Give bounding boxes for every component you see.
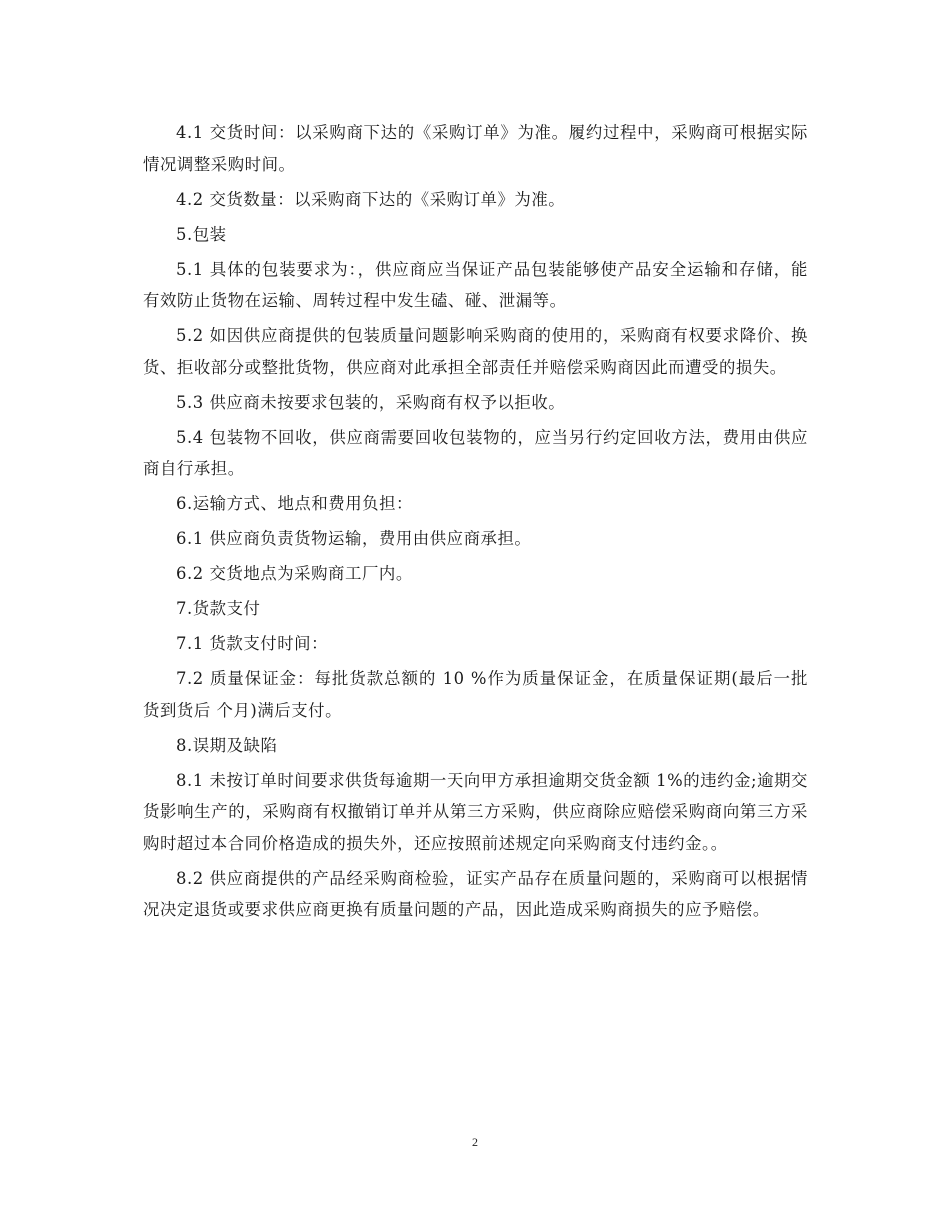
- document-body: [143, 117, 808, 929]
- paragraph-5-2: 5.2 如因供应商提供的包装质量问题影响采购商的使用的，采购商有权要求降价、换货、拒收部分或整批货物，供应商对此承担全部责任并赔偿采购商因此而遭受的损失。: [143, 326, 808, 377]
- paragraph-8-1: 8.1 未按订单时间要求供货每逾期一天向甲方承担逾期交货金额 1%的违约金;逾期交货影响生产的，采购商有权撤销订单并从第三方采购，供应商除应赔偿采购商向第三方采购时超过本合同价格造成的损失外，还应按照前述规定向采购商支付违约金。。: [143, 770, 808, 853]
- paragraph-7-1: 7.1 货款支付时间：: [176, 634, 329, 653]
- paragraph-4-2: 4.2 交货数量：以采购商下达的《采购订单》为准。: [176, 189, 566, 209]
- section-heading-6: 6.运输方式、地点和费用负担：: [176, 494, 413, 513]
- paragraph-5-3: 5.3 供应商未按要求包装的，采购商有权予以拒收。: [176, 392, 566, 412]
- section-heading-5: 5.包装: [176, 224, 227, 244]
- paragraph-6-1: 6.1 供应商负责货物运输，费用由供应商承担。: [176, 529, 532, 548]
- section-heading-7: 7.货款支付: [176, 599, 261, 618]
- paragraph-8-2: 8.2 供应商提供的产品经采购商检验，证实产品存在质量问题的，采购商可以根据情况决定退货或要求供应商更换有质量问题的产品，因此造成采购商损失的应予赔偿。: [143, 868, 808, 919]
- paragraph-5-4: 5.4 包装物不回收，供应商需要回收包装物的，应当另行约定回收方法，费用由供应商自行承担。: [143, 427, 808, 478]
- section-heading-8: 8.误期及缺陷: [176, 735, 278, 755]
- page-number: 2: [472, 1135, 478, 1149]
- paragraph-4-1: 4.1 交货时间：以采购商下达的《采购订单》为准。履约过程中，采购商可根据实际情况调整采购时间。: [143, 123, 808, 174]
- paragraph-7-2: 7.2 质量保证金：每批货款总额的 10 %作为质量保证金，在质量保证期(最后一批货到货后 个月)满后支付。: [143, 669, 808, 720]
- paragraph-5-1: 5.1 具体的包装要求为：，供应商应当保证产品包装能够使产品安全运输和存储，能有效防止货物在运输、周转过程中发生磕、碰、泄漏等。: [143, 259, 808, 310]
- paragraph-6-2: 6.2 交货地点为采购商工厂内。: [176, 564, 413, 583]
